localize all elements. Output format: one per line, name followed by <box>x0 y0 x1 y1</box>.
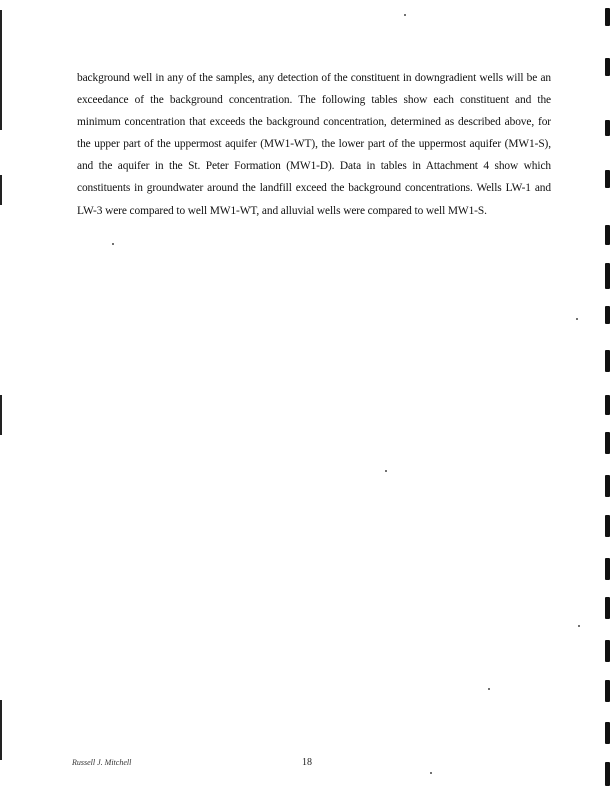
scan-mark <box>605 432 610 454</box>
scan-left-edge <box>0 0 4 800</box>
scan-speck <box>488 688 490 690</box>
scan-speck <box>578 625 580 627</box>
scan-speck <box>112 243 114 245</box>
scan-right-edge <box>602 0 612 800</box>
scan-mark <box>0 395 2 435</box>
scan-mark <box>605 558 610 580</box>
scan-mark <box>605 225 610 245</box>
scan-speck <box>430 772 432 774</box>
scan-mark <box>605 762 610 786</box>
scan-mark <box>605 170 610 188</box>
scan-mark <box>605 475 610 497</box>
scan-mark <box>605 120 610 136</box>
scan-speck <box>404 14 406 16</box>
body-paragraph: background well in any of the samples, any detection of the constituent in downgradient wells will be an exceedance of the background concentration. The following tables show each constituent and the minimum concentration that exceeds the background concentration, determined as described above, for the upper part of the uppermost aquifer (MW1-WT), the lower part of the uppermost aquifer (MW1-S), and the aquifer in the St. Peter Formation (MW1-D). Data in tables in Attachment 4 show which constituents in groundwater around the landfill exceed the background concentrations. Wells LW-1 and LW-3 were compared to well MW1-WT, and alluvial wells were compared to well MW1-S. <box>77 72 551 217</box>
scan-mark <box>605 680 610 702</box>
scan-mark <box>605 8 610 26</box>
scan-mark <box>605 306 610 324</box>
page-number: 18 <box>302 757 312 768</box>
scan-mark <box>605 350 610 372</box>
scan-mark <box>0 175 2 205</box>
scan-mark <box>605 395 610 415</box>
scan-mark <box>605 515 610 537</box>
scan-mark <box>605 722 610 744</box>
scan-mark <box>605 640 610 662</box>
scan-speck <box>385 470 387 472</box>
scan-mark <box>605 597 610 619</box>
scan-mark <box>0 10 2 130</box>
scan-mark <box>0 700 2 760</box>
scan-mark <box>605 263 610 289</box>
scan-speck <box>576 318 578 320</box>
scan-mark <box>605 58 610 76</box>
footer-author: Russell J. Mitchell <box>72 758 132 767</box>
